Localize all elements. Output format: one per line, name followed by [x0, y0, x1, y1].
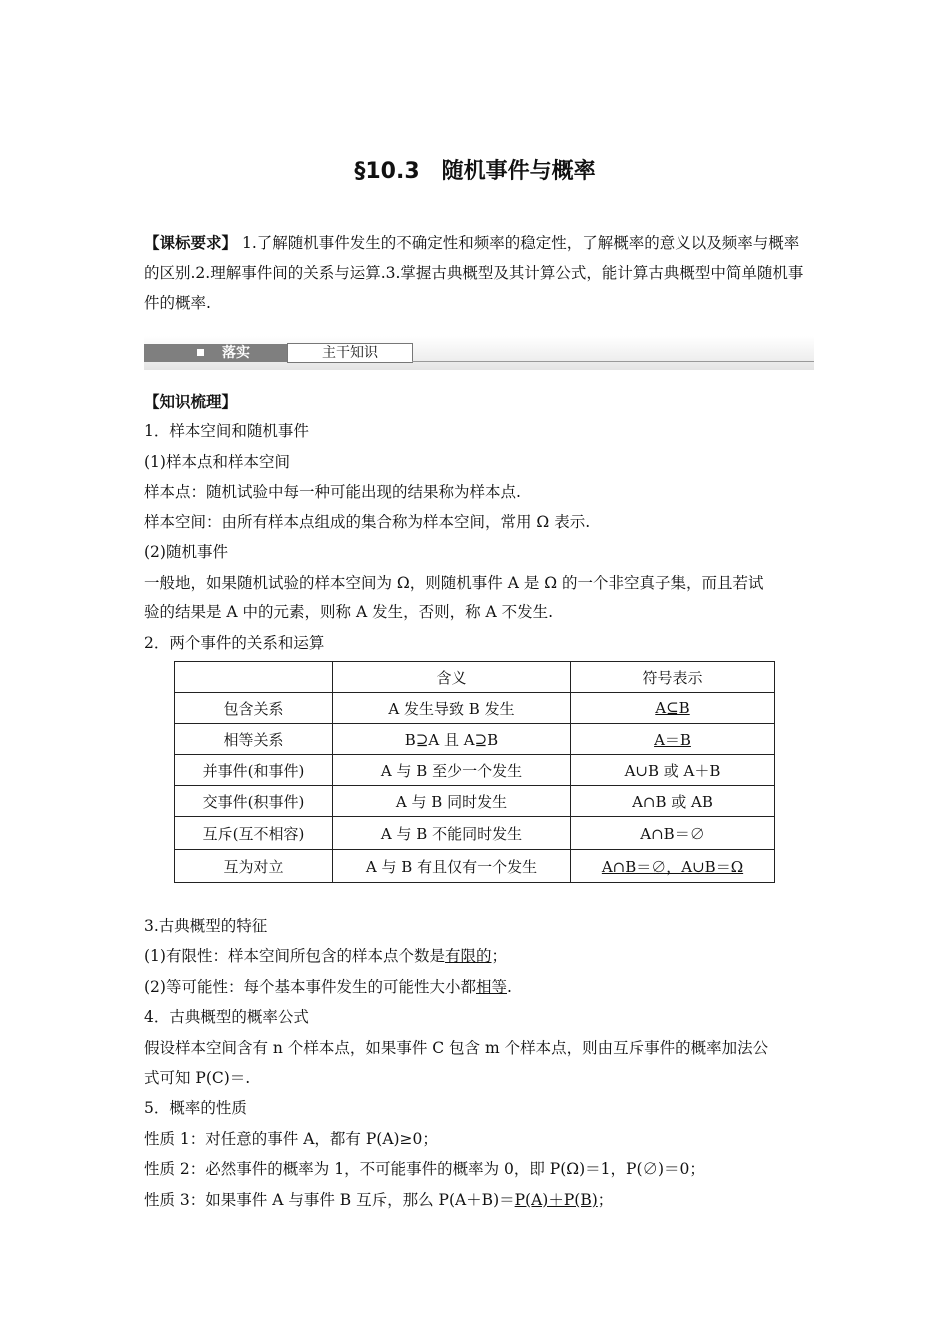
relations-table	[174, 661, 775, 883]
s5-property2: 性质 2：必然事件的概率为 1，不可能事件的概率为 0，即 P(Ω)＝1，P(∅)＝0；	[144, 1160, 705, 1178]
s3-l1-end: ；	[491, 947, 507, 965]
table-row	[175, 755, 775, 786]
table-row	[175, 724, 775, 755]
s3-l1-text: (1)有限性：样本空间所包含的样本点个数是	[144, 947, 445, 965]
table-answer: A＝B	[654, 730, 691, 749]
table-row	[175, 817, 775, 850]
table-row	[175, 693, 775, 724]
s4-line1: 假设样本空间含有 n 个样本点，如果事件 C 包含 m 个样本点，则由互斥事件的概率加法公	[144, 1039, 769, 1057]
requirements-label: 【课标要求】	[144, 234, 238, 252]
banner-left-label: 落实	[222, 345, 250, 361]
table-header-cell: 符号表示	[571, 662, 775, 693]
knowledge-label: 【知识梳理】	[144, 393, 238, 411]
s1-sub1: (1)样本点和样本空间	[144, 453, 290, 471]
s1-heading: 1．样本空间和随机事件	[144, 422, 309, 440]
table-cell	[571, 724, 775, 755]
table-cell: A 发生导致 B 发生	[333, 693, 571, 724]
s2-heading: 2．两个事件的关系和运算	[144, 634, 325, 652]
table-header-cell: 含义	[333, 662, 571, 693]
bullet-square-icon	[197, 349, 204, 356]
s3-heading: 3.古典概型的特征	[144, 917, 268, 935]
requirements-text: 1.了解随机事件发生的不确定性和频率的稳定性，了解概率的意义以及频率与概率的区别.2.理解事件间的关系与运算.3.掌握古典概型及其计算公式，能计算古典概型中简单随机事件的概率.	[144, 234, 804, 312]
s3-l1-answer: 有限的	[444, 947, 492, 965]
table-cell: 相等关系	[175, 724, 333, 755]
table-cell: A 与 B 不能同时发生	[333, 817, 571, 850]
table-cell: B⊇A 且 A⊇B	[333, 724, 571, 755]
s3-l2-end: .	[506, 978, 512, 996]
s1-sample-space: 样本空间：由所有样本点组成的集合称为样本空间，常用 Ω 表示.	[144, 513, 591, 531]
s4-line2: 式可知 P(C)＝.	[144, 1069, 251, 1087]
table-cell: A∩B＝∅	[571, 817, 775, 850]
s3-l2-text: (2)等可能性：每个基本事件发生的可能性大小都	[144, 978, 476, 996]
section-banner	[144, 336, 814, 370]
s5-p3-end: ；	[597, 1191, 614, 1209]
table-header-cell	[175, 662, 333, 693]
table-cell: 互为对立	[175, 850, 333, 883]
s5-property1: 性质 1：对任意的事件 A，都有 P(A)≥0；	[144, 1130, 438, 1148]
s1-sub2: (2)随机事件	[144, 543, 228, 561]
table-cell: A 与 B 有且仅有一个发生	[333, 850, 571, 883]
table-header-row	[175, 662, 775, 693]
table-cell: A 与 B 至少一个发生	[333, 755, 571, 786]
banner-rule	[412, 361, 814, 362]
s5-property3	[144, 1189, 613, 1211]
table-row	[175, 850, 775, 883]
table-answer: A∩B＝∅，A∪B＝Ω	[601, 857, 744, 876]
s1-sample-point: 样本点：随机试验中每一种可能出现的结果称为样本点.	[144, 483, 521, 501]
table-cell: 并事件(和事件)	[175, 755, 333, 786]
table-row	[175, 786, 775, 817]
table-cell: 交事件(积事件)	[175, 786, 333, 817]
page-title: §10.3 随机事件与概率	[354, 159, 596, 184]
s1-event-line1: 一般地，如果随机试验的样本空间为 Ω，则随机事件 A 是 Ω 的一个非空真子集，而且若试	[144, 574, 764, 592]
s5-p3-text: 性质 3：如果事件 A 与事件 B 互斥，那么 P(A＋B)＝	[144, 1191, 515, 1209]
table-cell: A 与 B 同时发生	[333, 786, 571, 817]
s3-equal-likelihood	[144, 976, 512, 998]
table-answer: A⊆B	[655, 699, 690, 717]
s3-l2-answer: 相等	[475, 978, 507, 996]
table-cell: A∪B 或 A＋B	[571, 755, 775, 786]
table-cell: 包含关系	[175, 693, 333, 724]
table-cell	[571, 693, 775, 724]
course-requirements	[144, 228, 812, 318]
s4-heading: 4．古典概型的概率公式	[144, 1008, 309, 1026]
table-cell: 互斥(互不相容)	[175, 817, 333, 850]
s3-finiteness	[144, 945, 507, 967]
banner-right-label: 主干知识	[287, 343, 413, 363]
table-cell: A∩B 或 AB	[571, 786, 775, 817]
s5-heading: 5．概率的性质	[144, 1099, 247, 1117]
table-cell	[571, 850, 775, 883]
s5-p3-answer: P(A)＋P(B)	[514, 1191, 598, 1209]
s1-event-line2: 验的结果是 A 中的元素，则称 A 发生，否则，称 A 不发生.	[144, 603, 554, 621]
banner-dark-tab	[144, 344, 287, 362]
